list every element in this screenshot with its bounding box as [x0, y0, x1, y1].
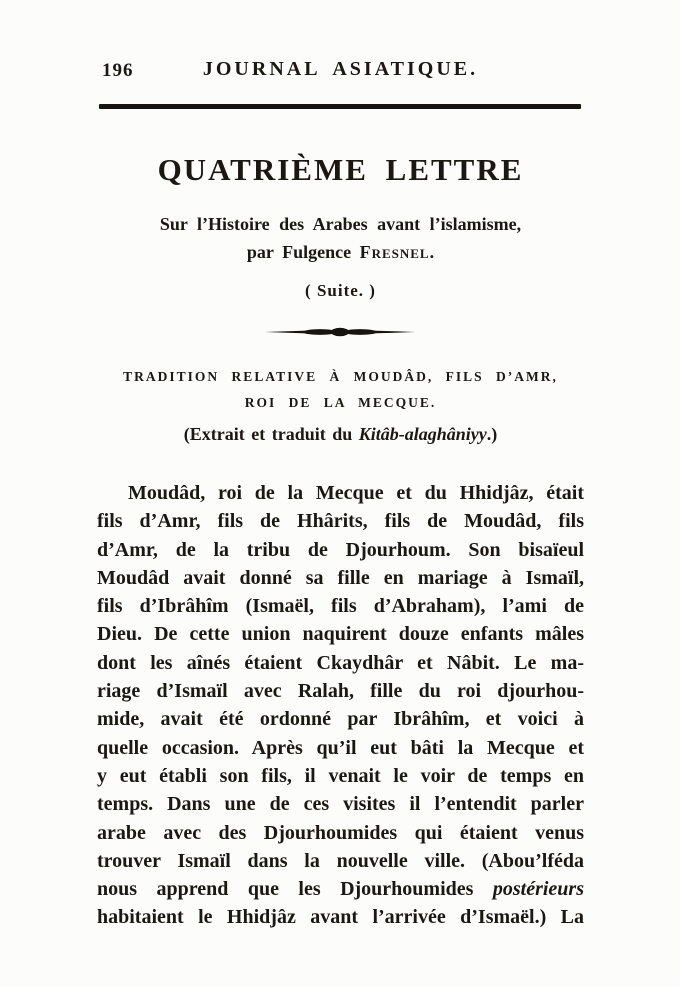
body-text-segment: d’Amr, de la tribu de Djourhoum. Son bisaïeul [97, 538, 584, 561]
body-line [97, 847, 584, 875]
source-prefix: (Extrait et traduit du [183, 424, 359, 444]
body-line [97, 790, 584, 818]
body-text-segment: riage d’Ismaïl avec Ralah, fille du roi djourhou- [97, 680, 584, 703]
running-title: JOURNAL ASIATIQUE. [202, 58, 479, 80]
article-byline [77, 242, 604, 263]
body-text-segment: Moudâd avait donné sa fille en mariage à Ismaïl, [97, 566, 584, 589]
page-number: 196 [102, 60, 134, 81]
continuation-note: ( Suite. ) [305, 281, 376, 300]
section-heading-line-2: ROI DE LA MECQUE. [244, 395, 437, 410]
body-text-segment: y eut établi son fils, il venait le voir de temps en [97, 764, 584, 787]
swelled-rule-ornament-icon [265, 326, 415, 338]
body-text-segment: dont les aînés étaient Ckaydhâr et Nâbit. Le ma- [97, 651, 584, 674]
body-line [97, 592, 584, 620]
article-title: QUATRIÈME LETTRE [157, 152, 524, 187]
body-text-segment: trouver Ismaïl dans la nouvelle ville. (Abou’lféda [97, 849, 584, 872]
running-header [97, 58, 584, 84]
body-text-segment: mide, avait été ordonné par Ibrâhîm, et voici à [97, 708, 584, 731]
body-line [97, 762, 584, 790]
body-line [97, 479, 584, 507]
body-line [97, 507, 584, 535]
body-text-segment: arabe avec des Djourhoumides qui étaient venus [97, 821, 584, 844]
header-rule [99, 104, 581, 109]
body-italic-segment: postérieurs [492, 878, 584, 901]
byline-suffix: . [429, 242, 435, 262]
body-text-segment: temps. Dans une de ces visites il l’entendit parler [97, 793, 584, 816]
body-line [97, 649, 584, 677]
author-name: Fresnel [359, 242, 430, 262]
body-text-segment: fils d’Ibrâhîm (Ismaël, fils d’Abraham), l’ami de [97, 595, 584, 618]
body-line [97, 564, 584, 592]
article-subtitle: Sur l’Histoire des Arabes avant l’islamisme, [159, 214, 522, 234]
body-text-segment: nous apprend que les Djourhoumides [97, 878, 493, 901]
source-note [97, 424, 584, 445]
body-line [97, 819, 584, 847]
section-heading-line-1: TRADITION RELATIVE À MOUDÂD, FILS D’AMR, [123, 369, 558, 384]
body-text-segment: fils d’Amr, fils de Hhârits, fils de Moudâd, fils [97, 510, 584, 533]
body-line [97, 875, 584, 903]
body-line [97, 536, 584, 564]
byline-prefix: par Fulgence [246, 242, 360, 262]
body-text-segment: Moudâd, roi de la Mecque et du Hhidjâz, était [128, 482, 584, 504]
body-line [97, 734, 584, 762]
body-line [97, 705, 584, 733]
body-text-segment: habitaient le Hhidjâz avant l’arrivée d’Ismaël.) La [97, 906, 584, 929]
body-text-segment: quelle occasion. Après qu’il eut bâti la Mecque et [97, 736, 584, 759]
body-line [97, 677, 584, 705]
body-line [97, 620, 584, 648]
source-work-title: Kitâb-alaghâniyy [358, 424, 487, 444]
body-paragraph [97, 479, 584, 932]
body-text-segment: Dieu. De cette union naquirent douze enfants mâles [97, 623, 584, 646]
source-suffix: .) [486, 424, 498, 444]
body-line [97, 903, 584, 931]
